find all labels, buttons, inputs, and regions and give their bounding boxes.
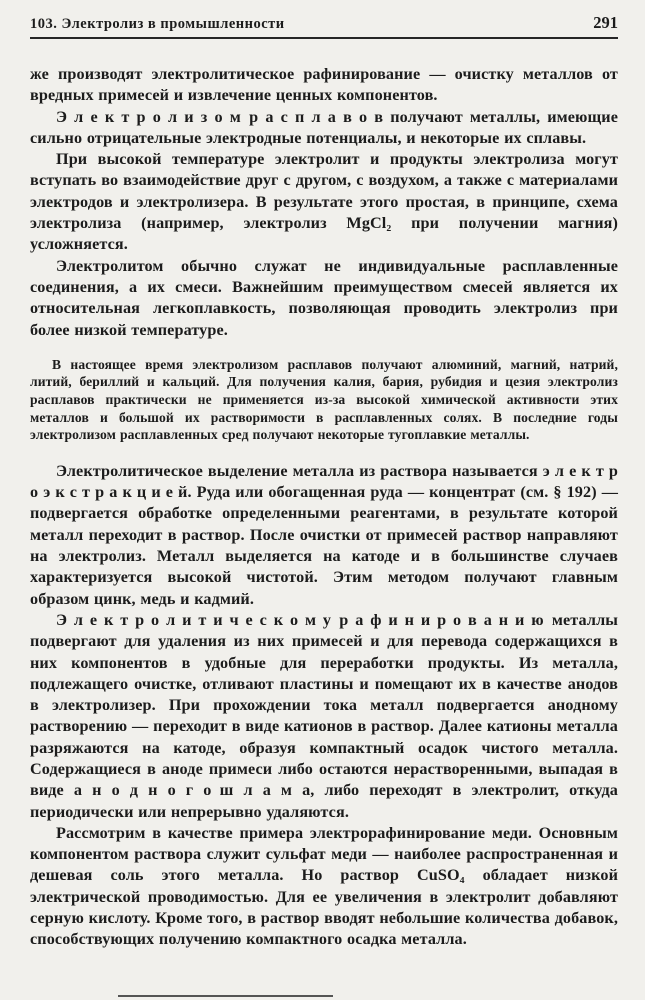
paragraph: Э л е к т р о л и т и ч е с к о м у р а ф и н и р о в а н и ю металлы подвергают для удаления из них примесей и для перевода содержащихся в них компонентов в удобные для переработки продукты. Из металла, подлежащего очистке, отливают пластины и помещают их в качестве анодов в электролизер. При прохождении тока металл подвергается анодному растворению — переходит в виде катионов в раствор. Далее катионы металла разряжаются на катоде, образуя компактный осадок чистого металла. Содержащиеся в аноде примеси либо остаются нерастворенными, выпадая в виде а н о д н о г о ш л а м а, либо переходят в электролит, откуда периодически или непрерывно удаляются. (30, 610, 618, 821)
paragraph: Рассмотрим в качестве примера электрорафинирование меди. Основным компонентом раствора служит сульфат меди — наиболее распространенная и дешевая соль этого металла. Но раствор CuSO₄ обладает низкой электрической проводимостью. Для ее увеличения в электролит добавляют серную кислоту. Кроме того, в раствор вводят небольшие количества добавок, способствующих получению компактного осадка металла. (30, 823, 618, 949)
header-rule (30, 37, 618, 39)
paragraph: Э л е к т р о л и з о м р а с п л а в о в получают металлы, имеющие сильно отрицательные электродные потенциалы, и некоторые их сплавы. (30, 107, 618, 147)
fine-print-paragraph: В настоящее время электролизом расплавов получают алюминий, магний, натрий, литий, бериллий и кальций. Для получения калия, бария, рубидия и цезия электролиз расплавов практически не применяется из-за высокой химической активности этих металлов и большой их растворимости в расплавленных солях. В последние годы электролизом расплавленных сред получают некоторые тугоплавкие металлы. (30, 356, 618, 443)
paragraph: Электролитическое выделение металла из раствора называется э л е к т р о э к с т р а к ц и е й. Руда или обогащенная руда — концентрат (см. § 192) — подвергается обработке определенными реагентами, в результате которой металл переходит в раствор. После очистки от примесей раствор направляют на электролиз. Металл выделяется на катоде и в большинстве случаев характеризуется высокой чистотой. Этим методом получают главным образом цинк, медь и кадмий. (30, 461, 618, 608)
underline-mark (118, 995, 333, 997)
page-body (30, 64, 618, 951)
paragraph: При высокой температуре электролит и продукты электролиза могут вступать во взаимодействие друг с другом, с воздухом, а также с материалами электродов и электролизера. В результате этого простая, в принципе, схема электролиза (например, электролиз MgCl₂ при получении магния) усложняется. (30, 150, 618, 254)
paragraph: Электролитом обычно служат не индивидуальные расплавленные соединения, а их смеси. Важнейшим преимуществом смесей является их относительная легкоплавкость, позволяющая проводить электролиз при более низкой температуре. (30, 256, 618, 339)
page-number: 291 (593, 13, 618, 32)
running-head: 103. Электролиз в промышленности (30, 16, 285, 32)
page-header (30, 13, 618, 33)
paragraph-continuation: же производят электролитическое рафинирование — очистку металлов от вредных примесей и извлечение ценных компонентов. (30, 65, 618, 105)
